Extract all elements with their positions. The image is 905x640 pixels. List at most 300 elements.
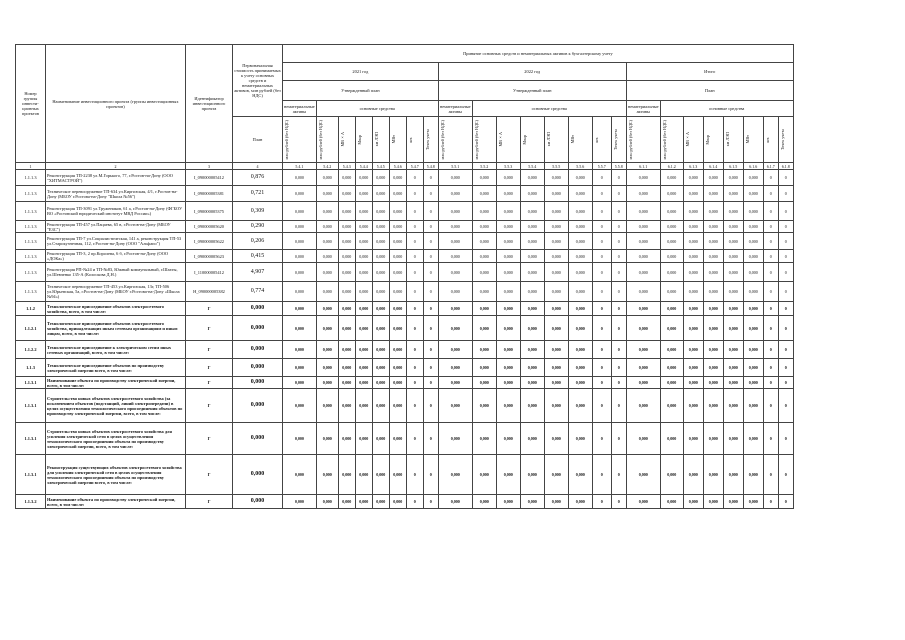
value-cell: 0,000 — [496, 186, 520, 202]
header-subcol — [743, 117, 763, 163]
value-cell: 0,000 — [626, 282, 660, 302]
value-cell: 0,000 — [683, 316, 703, 341]
value-cell: 0,000 — [338, 316, 355, 341]
value-cell: 0 — [763, 282, 778, 302]
project-name: Реконструкция ТП-3, 2 пр.Королева, 6 б, г.Ростов-на-Дону (ООО «ДОКа») — [46, 250, 186, 263]
value-cell: 0,000 — [372, 233, 389, 250]
column-number: 3 — [186, 163, 233, 170]
header-plan: План — [233, 117, 283, 163]
value-cell: 0,000 — [660, 186, 683, 202]
value-cell: 0,000 — [626, 389, 660, 423]
value-cell: 0 — [778, 186, 793, 202]
value-cell: 0 — [592, 316, 611, 341]
plan-value: 0,309 — [233, 202, 283, 221]
value-cell: 0,000 — [355, 455, 372, 495]
row-number: 1.1.3.1 — [16, 389, 46, 423]
plan-value: 0,000 — [233, 316, 283, 341]
value-cell: 0,000 — [568, 202, 592, 221]
value-cell: 0 — [592, 250, 611, 263]
value-cell: 0,000 — [703, 389, 723, 423]
value-cell: 0,000 — [438, 377, 472, 389]
value-cell: 0,000 — [660, 316, 683, 341]
project-name: Реконструкция ТП-2238 ул.М.Горького, 77, г.Ростов-на-Дону (ООО "ХИТМАСТРОЙ") — [46, 170, 186, 186]
value-cell: 0,000 — [544, 377, 568, 389]
value-cell: 0,000 — [496, 202, 520, 221]
value-cell: 0,000 — [389, 302, 406, 316]
value-cell: 0,000 — [438, 250, 472, 263]
table-row — [16, 341, 794, 359]
value-cell: 0,000 — [283, 359, 317, 377]
value-cell: 0,000 — [626, 495, 660, 509]
value-cell: 0,000 — [338, 377, 355, 389]
project-id: Г — [186, 302, 233, 316]
value-cell: 0,000 — [683, 495, 703, 509]
row-number: 1.1.3.1 — [16, 377, 46, 389]
value-cell: 0,000 — [316, 423, 338, 455]
value-cell: 0,000 — [389, 233, 406, 250]
header-subcol-label: млн рублей (без НДС) — [284, 119, 289, 160]
value-cell: 0,000 — [316, 316, 338, 341]
value-cell: 0,000 — [743, 263, 763, 282]
value-cell: 0,000 — [372, 250, 389, 263]
value-cell: 0,000 — [544, 202, 568, 221]
value-cell: 0,000 — [372, 455, 389, 495]
value-cell: 0,000 — [316, 202, 338, 221]
value-cell: 0,000 — [520, 316, 544, 341]
value-cell: 0,000 — [568, 233, 592, 250]
column-number: 6.1.1 — [626, 163, 660, 170]
project-id: Г — [186, 316, 233, 341]
value-cell: 0,000 — [472, 423, 496, 455]
value-cell: 0,000 — [703, 423, 723, 455]
value-cell: 0,000 — [372, 186, 389, 202]
value-cell: 0,000 — [438, 202, 472, 221]
value-cell: 0,000 — [438, 170, 472, 186]
project-id: Г — [186, 455, 233, 495]
value-cell: 0,000 — [283, 221, 317, 233]
value-cell: 0,000 — [355, 341, 372, 359]
value-cell: 0,000 — [520, 423, 544, 455]
value-cell: 0 — [611, 341, 626, 359]
value-cell: 0,000 — [338, 186, 355, 202]
value-cell: 0,000 — [743, 282, 763, 302]
value-cell: 0 — [778, 170, 793, 186]
project-name: Реконструкция ТП-457 ул.Пацаева, 65 в, г.Ростов-на-Дону (МБОУ "ЕЗС") — [46, 221, 186, 233]
table-row — [16, 455, 794, 495]
value-cell: 0 — [763, 263, 778, 282]
value-cell: 0,000 — [472, 221, 496, 233]
value-cell: 0 — [592, 263, 611, 282]
value-cell: 0,000 — [626, 250, 660, 263]
header-subcol — [568, 117, 592, 163]
value-cell: 0 — [406, 233, 423, 250]
header-subcol-label: Мвар — [356, 134, 362, 145]
value-cell: 0,000 — [389, 221, 406, 233]
value-cell: 0,000 — [683, 359, 703, 377]
header-subcol-label: млн рублей (без НДС) — [439, 119, 445, 160]
plan-value: 0,000 — [233, 359, 283, 377]
header-subcol — [592, 117, 611, 163]
header-fixed-2022: основные средства — [472, 101, 626, 117]
column-number: 5.4.7 — [406, 163, 423, 170]
header-approved-2021: Утвержденный план — [283, 81, 439, 101]
value-cell: 0 — [763, 221, 778, 233]
header-fixed-total: основные средства — [660, 101, 793, 117]
value-cell: 0,000 — [316, 186, 338, 202]
value-cell: 0,000 — [338, 495, 355, 509]
value-cell: 0 — [406, 455, 423, 495]
value-cell: 0,000 — [743, 341, 763, 359]
header-subcol-label: млн рублей (без НДС) — [661, 119, 667, 160]
header-project-id: Идентификатор инвестиционного проекта — [186, 45, 233, 163]
value-cell: 0,000 — [338, 389, 355, 423]
value-cell: 0 — [423, 495, 438, 509]
header-total: Итого — [626, 63, 793, 81]
value-cell: 0,000 — [723, 202, 743, 221]
plan-value: 0,000 — [233, 389, 283, 423]
value-cell: 0 — [611, 250, 626, 263]
value-cell: 0,000 — [723, 389, 743, 423]
value-cell: 0,000 — [743, 186, 763, 202]
value-cell: 0,000 — [520, 263, 544, 282]
value-cell: 0,000 — [723, 455, 743, 495]
value-cell: 0,000 — [355, 170, 372, 186]
value-cell: 0,000 — [743, 389, 763, 423]
value-cell: 0,000 — [355, 186, 372, 202]
value-cell: 0,000 — [355, 495, 372, 509]
value-cell: 0,000 — [355, 359, 372, 377]
project-id: Г — [186, 377, 233, 389]
value-cell: 0 — [778, 341, 793, 359]
row-number: 1.1.3 — [16, 359, 46, 377]
value-cell: 0,000 — [544, 170, 568, 186]
header-fixed-2021: основные средства — [316, 101, 438, 117]
value-cell: 0,000 — [316, 377, 338, 389]
value-cell: 0,000 — [372, 316, 389, 341]
value-cell: 0 — [592, 282, 611, 302]
project-id: I_090000005620 — [186, 221, 233, 233]
value-cell: 0,000 — [568, 170, 592, 186]
value-cell: 0,000 — [683, 377, 703, 389]
value-cell: 0 — [763, 233, 778, 250]
value-cell: 0 — [611, 263, 626, 282]
header-subcol-label: км ЛЭП — [373, 132, 379, 147]
value-cell: 0,000 — [372, 263, 389, 282]
header-subcol-label: МВт — [390, 135, 396, 144]
value-cell: 0 — [763, 495, 778, 509]
header-subcol — [723, 117, 743, 163]
header-subcol-label: Точек учета — [424, 128, 430, 151]
value-cell: 0 — [592, 389, 611, 423]
value-cell: 0 — [778, 377, 793, 389]
value-cell: 0 — [423, 221, 438, 233]
value-cell: 0,000 — [496, 359, 520, 377]
value-cell: 0,000 — [544, 250, 568, 263]
value-cell: 0,000 — [544, 263, 568, 282]
value-cell: 0 — [406, 316, 423, 341]
header-subcol-label: млн рублей (без НДС) — [627, 119, 633, 160]
value-cell: 0 — [592, 495, 611, 509]
header-subcol-label: км ЛЭП — [545, 132, 551, 147]
value-cell: 0,000 — [389, 495, 406, 509]
value-cell: 0,000 — [355, 302, 372, 316]
value-cell: 0,000 — [472, 316, 496, 341]
plan-value: 0,000 — [233, 495, 283, 509]
value-cell: 0,000 — [703, 377, 723, 389]
column-number: 5.4.4 — [355, 163, 372, 170]
header-subcol — [472, 117, 496, 163]
value-cell: 0,000 — [723, 316, 743, 341]
value-cell: 0 — [406, 282, 423, 302]
value-cell: 0,000 — [660, 423, 683, 455]
investment-table — [15, 44, 794, 509]
column-number: 5.4.8 — [423, 163, 438, 170]
header-intangible-total: нематериальные активы — [626, 101, 660, 117]
column-number: 6.1.6 — [743, 163, 763, 170]
value-cell: 0,000 — [338, 221, 355, 233]
value-cell: 0,000 — [520, 341, 544, 359]
value-cell: 0 — [763, 359, 778, 377]
header-subcol-label: Точек учета — [779, 128, 785, 151]
value-cell: 0,000 — [568, 359, 592, 377]
value-cell: 0,000 — [703, 233, 723, 250]
value-cell: 0 — [611, 377, 626, 389]
header-project-name: Наименование инвестиционного проекта (группы инвестиционных проектов) — [46, 45, 186, 163]
header-subcol — [438, 117, 472, 163]
value-cell: 0,000 — [389, 377, 406, 389]
value-cell: 0,000 — [520, 233, 544, 250]
value-cell: 0,000 — [496, 316, 520, 341]
value-cell: 0 — [423, 423, 438, 455]
value-cell: 0,000 — [683, 282, 703, 302]
value-cell: 0,000 — [496, 221, 520, 233]
value-cell: 0 — [611, 170, 626, 186]
project-id: Г — [186, 423, 233, 455]
value-cell: 0,000 — [626, 233, 660, 250]
value-cell: 0,000 — [660, 250, 683, 263]
value-cell: 0 — [611, 316, 626, 341]
row-number: 1.1.1.3 — [16, 186, 46, 202]
value-cell: 0,000 — [283, 377, 317, 389]
value-cell: 0,000 — [283, 302, 317, 316]
column-number: 6.1.8 — [778, 163, 793, 170]
value-cell: 0 — [763, 202, 778, 221]
value-cell: 0,000 — [438, 302, 472, 316]
table-row — [16, 423, 794, 455]
value-cell: 0 — [406, 495, 423, 509]
value-cell: 0,000 — [743, 250, 763, 263]
value-cell: 0,000 — [355, 316, 372, 341]
value-cell: 0 — [778, 202, 793, 221]
column-number: 5.5.7 — [592, 163, 611, 170]
value-cell: 0,000 — [626, 202, 660, 221]
header-subcol — [611, 117, 626, 163]
row-number: 1.1.1.3 — [16, 233, 46, 250]
value-cell: 0,000 — [372, 202, 389, 221]
plan-value: 0,000 — [233, 455, 283, 495]
row-number: 1.1.3.1 — [16, 455, 46, 495]
value-cell: 0,000 — [568, 263, 592, 282]
value-cell: 0,000 — [743, 316, 763, 341]
plan-value: 0,000 — [233, 302, 283, 316]
plan-value: 0,000 — [233, 423, 283, 455]
value-cell: 0 — [611, 359, 626, 377]
value-cell: 0,000 — [660, 202, 683, 221]
project-name: Технологическое присоединение к электрическим сетям иных сетевых организаций, всего, в том числе: — [46, 341, 186, 359]
project-id: I_090000005381 — [186, 186, 233, 202]
value-cell: 0 — [592, 341, 611, 359]
header-subcol-label: млн рублей (без НДС) — [473, 119, 479, 160]
value-cell: 0 — [423, 202, 438, 221]
value-cell: 0,000 — [723, 221, 743, 233]
row-number: 1.1.2.1 — [16, 316, 46, 341]
value-cell: 0,000 — [544, 282, 568, 302]
value-cell: 0,000 — [438, 233, 472, 250]
value-cell: 0,000 — [472, 455, 496, 495]
value-cell: 0,000 — [683, 263, 703, 282]
header-subcol-label: км ЛЭП — [724, 132, 730, 147]
row-number: 1.1.2.2 — [16, 341, 46, 359]
value-cell: 0,000 — [316, 221, 338, 233]
investment-table-sheet — [15, 44, 794, 509]
table-row — [16, 221, 794, 233]
header-subcol-label: МВ×А — [339, 132, 345, 147]
value-cell: 0,000 — [544, 302, 568, 316]
header-subcol — [496, 117, 520, 163]
value-cell: 0,000 — [626, 377, 660, 389]
plan-value: 0,876 — [233, 170, 283, 186]
value-cell: 0,000 — [683, 221, 703, 233]
value-cell: 0,000 — [355, 233, 372, 250]
project-name: Технологическое присоединение объектов электросетевого хозяйства, всего, в том числе: — [46, 302, 186, 316]
column-number: 5.4.3 — [338, 163, 355, 170]
value-cell: 0 — [423, 455, 438, 495]
value-cell: 0,000 — [496, 233, 520, 250]
header-subcol-label: МВт — [569, 135, 575, 144]
column-number: 6.1.5 — [723, 163, 743, 170]
value-cell: 0,000 — [316, 495, 338, 509]
project-name: Реконструкция ТП-3091 ул.Тружеников, 61 а, г.Ростов-на-Дону (ФГБОУ ВО «Ростовский юридический институт МВД России») — [46, 202, 186, 221]
value-cell: 0,000 — [660, 263, 683, 282]
value-cell: 0,000 — [372, 341, 389, 359]
project-id: I_090000005623 — [186, 250, 233, 263]
value-cell: 0 — [611, 423, 626, 455]
header-year-2022: 2022 год — [438, 63, 626, 81]
value-cell: 0,000 — [389, 186, 406, 202]
value-cell: 0,000 — [496, 282, 520, 302]
value-cell: 0,000 — [703, 341, 723, 359]
value-cell: 0 — [611, 186, 626, 202]
project-name: Наименование объекта по производству электрической энергии, всего, в том числе: — [46, 495, 186, 509]
value-cell: 0 — [423, 186, 438, 202]
value-cell: 0,000 — [723, 170, 743, 186]
project-name: Реконструкция ТП-7 ул.Социалистическая, 141 а, реконструкция ТП-53 ул.Старокузнечная, 112, г.Ростов-на-Дону (ООО "Альфапо") — [46, 233, 186, 250]
header-subcol — [406, 117, 423, 163]
value-cell: 0,000 — [496, 263, 520, 282]
value-cell: 0 — [778, 221, 793, 233]
value-cell: 0,000 — [438, 341, 472, 359]
value-cell: 0,000 — [626, 302, 660, 316]
header-approved-2022: Утвержденный план — [438, 81, 626, 101]
table-row — [16, 233, 794, 250]
value-cell: 0 — [406, 250, 423, 263]
value-cell: 0,000 — [626, 316, 660, 341]
header-year-2021: 2021 год — [283, 63, 439, 81]
value-cell: 0,000 — [283, 186, 317, 202]
value-cell: 0 — [592, 202, 611, 221]
project-id: Г — [186, 495, 233, 509]
value-cell: 0,000 — [283, 341, 317, 359]
header-subcol — [520, 117, 544, 163]
value-cell: 0,000 — [283, 282, 317, 302]
project-id: I_090000005412 — [186, 170, 233, 186]
value-cell: 0,000 — [723, 250, 743, 263]
row-number: 1.1.1.3 — [16, 250, 46, 263]
value-cell: 0,000 — [389, 170, 406, 186]
header-subcol-label: Мвар — [521, 134, 527, 145]
value-cell: 0,000 — [544, 341, 568, 359]
header-subcol — [338, 117, 355, 163]
table-row — [16, 302, 794, 316]
value-cell: 0,000 — [544, 455, 568, 495]
value-cell: 0,000 — [389, 423, 406, 455]
value-cell: 0,000 — [723, 341, 743, 359]
value-cell: 0 — [763, 250, 778, 263]
header-subcol — [423, 117, 438, 163]
value-cell: 0,000 — [355, 389, 372, 423]
column-number: 5.4.2 — [316, 163, 338, 170]
value-cell: 0 — [406, 170, 423, 186]
value-cell: 0,000 — [683, 250, 703, 263]
value-cell: 0,000 — [438, 495, 472, 509]
value-cell: 0,000 — [316, 455, 338, 495]
column-number: 6.1.7 — [763, 163, 778, 170]
value-cell: 0,000 — [626, 341, 660, 359]
project-id: I_090000005375 — [186, 202, 233, 221]
value-cell: 0,000 — [372, 359, 389, 377]
value-cell: 0 — [763, 389, 778, 423]
value-cell: 0,000 — [372, 423, 389, 455]
value-cell: 0 — [611, 495, 626, 509]
table-row — [16, 250, 794, 263]
plan-value: 0,415 — [233, 250, 283, 263]
row-number: 1.1.1.3 — [16, 170, 46, 186]
value-cell: 0,000 — [568, 250, 592, 263]
value-cell: 0,000 — [683, 202, 703, 221]
table-row — [16, 202, 794, 221]
table-row — [16, 389, 794, 423]
project-name: Реконструкция существующих объектов электросетевого хозяйства для усиления электрической сети в целях осуществления технологического присоединения объекта по производству электрической энергии всего, в том числе: — [46, 455, 186, 495]
value-cell: 0,000 — [660, 302, 683, 316]
header-subcol — [660, 117, 683, 163]
value-cell: 0,000 — [723, 377, 743, 389]
value-cell: 0 — [592, 377, 611, 389]
value-cell: 0 — [423, 250, 438, 263]
value-cell: 0,000 — [544, 221, 568, 233]
header-subcol — [778, 117, 793, 163]
value-cell: 0,000 — [544, 495, 568, 509]
value-cell: 0 — [423, 341, 438, 359]
row-number: 1.1.1.3 — [16, 282, 46, 302]
value-cell: 0,000 — [568, 389, 592, 423]
value-cell: 0,000 — [338, 263, 355, 282]
value-cell: 0,000 — [568, 455, 592, 495]
value-cell: 0 — [592, 170, 611, 186]
header-subcol — [763, 117, 778, 163]
row-number: 1.1.1.3 — [16, 263, 46, 282]
value-cell: 0,000 — [472, 263, 496, 282]
header-subcol — [355, 117, 372, 163]
